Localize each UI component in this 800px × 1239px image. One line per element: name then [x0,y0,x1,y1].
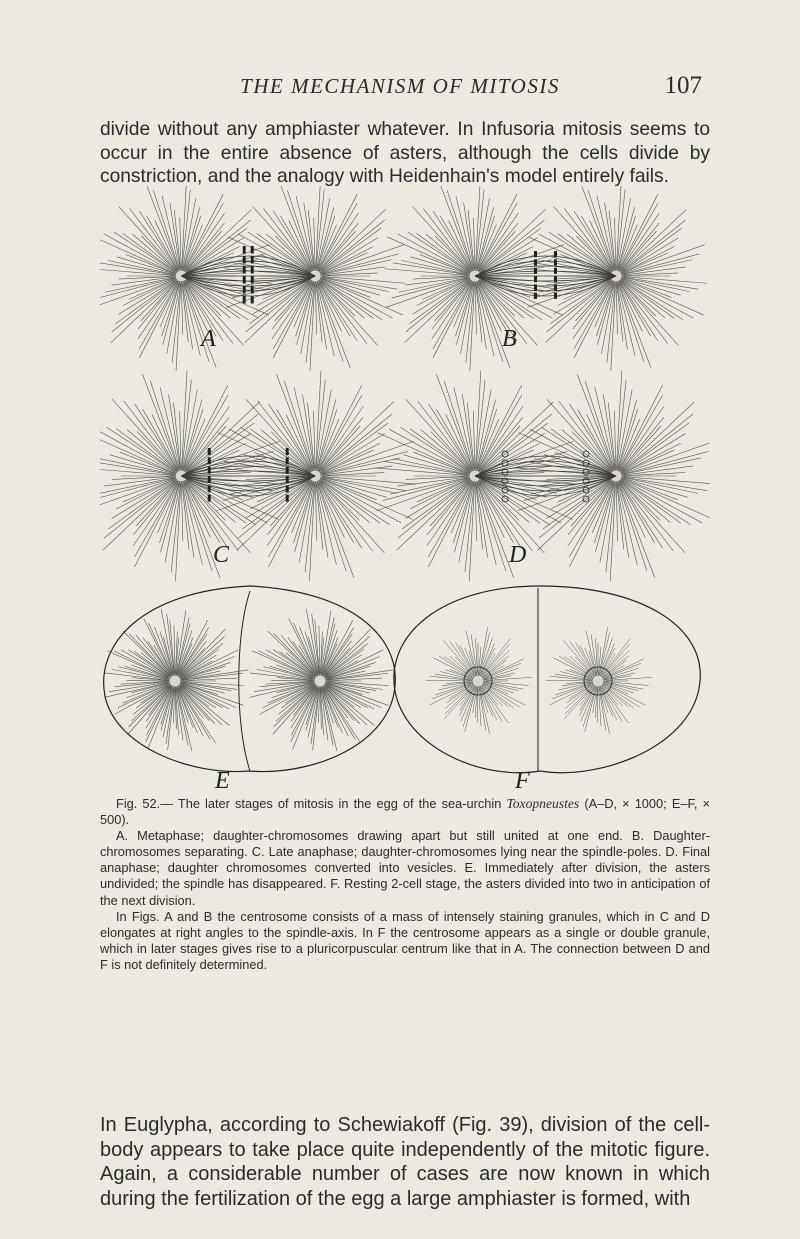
caption-legend: A. Metaphase; daughter-chromosomes drawing apart but still united at one end. B. Daughter-chromosomes separating. C. Late anaphase; daughter-chromosomes lying near the spindle-poles. D. Final anaphase; daughter chromosomes converted into vesicles. E. Immediately after division, the asters undivided; the spindle has disappeared. F. Resting 2-cell stage, the asters divided into two in anticipation of the next division. [100,828,710,908]
panel-label-e: E [215,768,230,794]
caption-species: Toxopneustes [506,796,580,811]
closing-paragraph: In Euglypha, according to Schewiakoff (Fig. 39), division of the cell-body appears to take place quite independently of the mitotic figure. Again, a considerable number of cases are now known in which during the fertilization of the egg a large amphiaster is formed, with [100,1114,710,1210]
panel-label-a: A [201,326,216,352]
caption-magnification: (A–D, × 1000; E–F, × 500). [100,796,710,828]
panel-label-d: D [509,542,527,568]
panel-label-c: C [213,542,230,568]
page-number: 107 [664,72,702,99]
caption-title [100,796,710,828]
running-title: THE MECHANISM OF MITOSIS [240,74,560,98]
panel-label-b: B [502,326,517,352]
panel-label-f: F [515,768,530,794]
caption-lead: Fig. 52.— The later stages of mitosis in the egg of the sea-urchin [116,796,502,811]
figure-caption [100,796,710,973]
intro-paragraph: divide without any amphiaster whatever. In Infusoria mitosis seems to occur in the entire absence of asters, although the cells divide by constriction, and the analogy with Heidenhain's model entirely fails. [100,119,710,188]
page-header [0,74,800,104]
caption-note: In Figs. A and B the centrosome consists of a mass of intensely staining granules, which in C and D elongates at right angles to the spindle-axis. In F the centrosome appears as a single or double granule, which in later stages gives rise to a pluricorpuscular centrum like that in A. The connection between D and F is not definitely determined. [100,908,710,972]
figure-52 [100,186,710,794]
mitosis-illustration [100,186,710,794]
